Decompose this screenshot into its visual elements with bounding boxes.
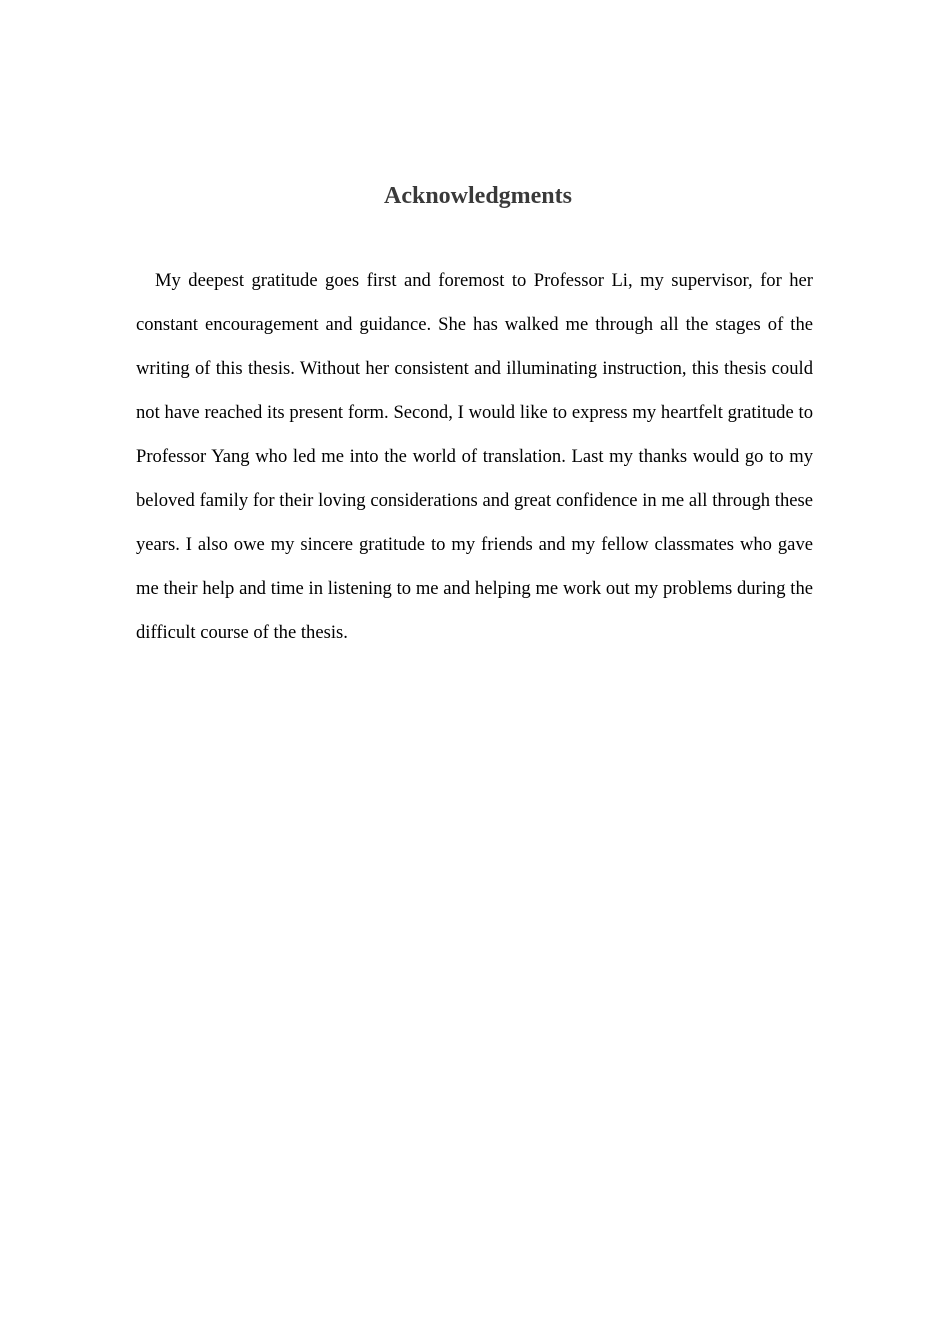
page-title: Acknowledgments [383,183,572,209]
acknowledgment-paragraph: My deepest gratitude goes first and foremost to Professor Li, my supervisor, for her constant encouragement and guidance. She has walked me through all the stages of the writing of this thesis. Without her consistent and illuminating instruction, this thesis could not have reached its present form. Second, I would like to express my heartfelt gratitude to Professor Yang who led me into the world of translation. Last my thanks would go to my beloved family for their loving considerations and great confidence in me all through these years. I also owe my sincere gratitude to my friends and my fellow classmates who gave me their help and time in listening to me and helping me work out my problems during the difficult course of the thesis. [136,270,813,643]
